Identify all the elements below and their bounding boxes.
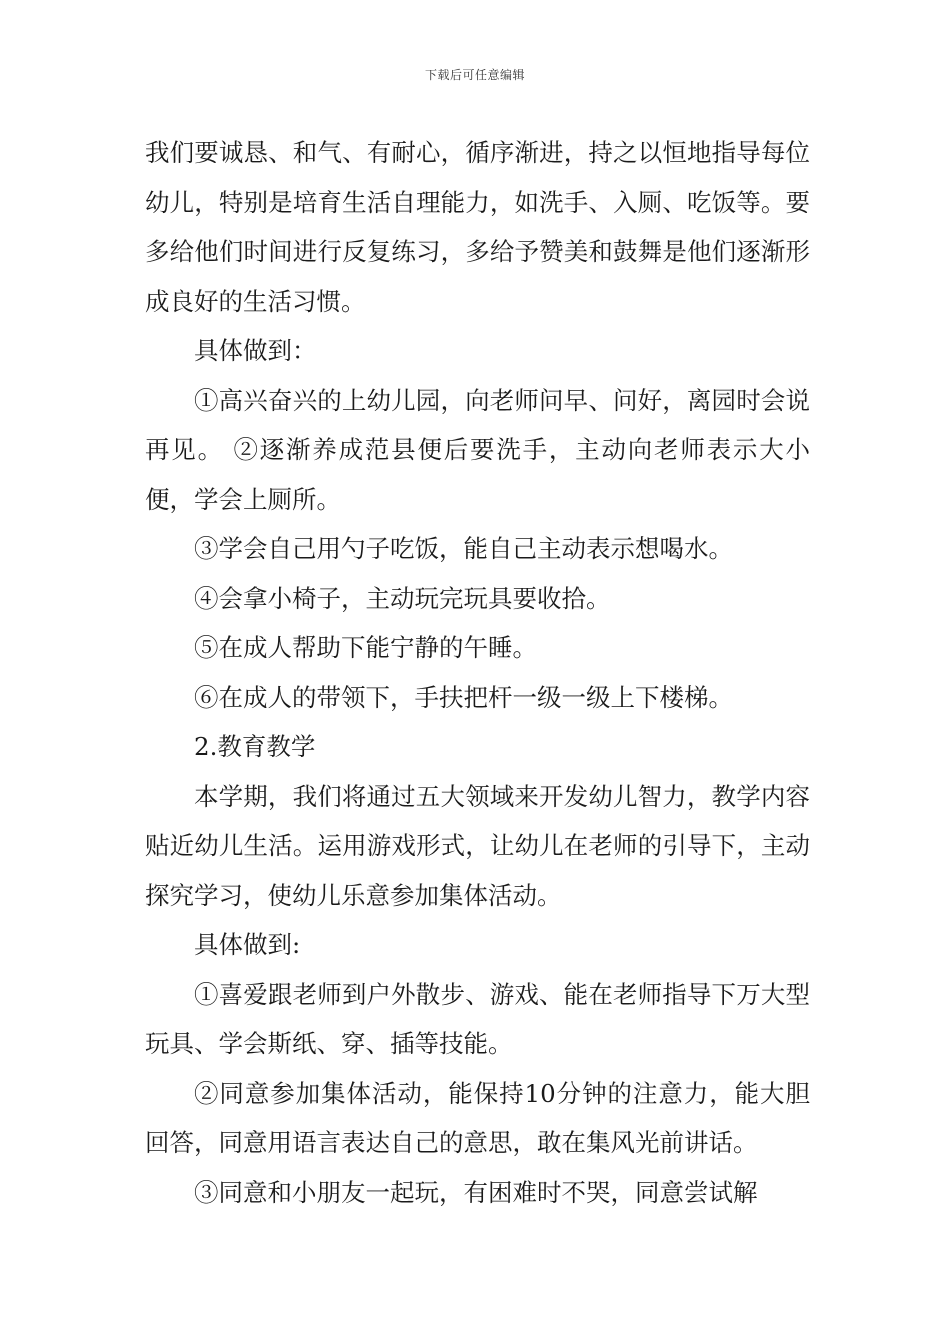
paragraph-edu-goal-1: ①喜爱跟老师到户外散步、游戏、能在老师指导下万大型玩具、学会斯纸、穿、插等技能。 [145, 979, 810, 1058]
paragraph-edu-goal-2: ②同意参加集体活动，能保持10分钟的注意力，能大胆回答，同意用语言表达自己的意思，敢在集风光前讲话。 [145, 1078, 810, 1157]
section-heading-education: 2.教育教学 [194, 732, 316, 761]
paragraph-edu-goal-3: ③同意和小朋友一起玩，有困难时不哭，同意尝试解 [194, 1177, 758, 1207]
paragraph-specific-goals-heading: 具体做到： [194, 336, 317, 365]
paragraph-goal-5: ⑤在成人帮助下能宁静的午睡。 [194, 633, 537, 662]
paragraph-specific-goals-heading-2: 具体做到: [194, 930, 301, 959]
paragraph-self-care-intro: 我们要诚恳、和气、有耐心，循序渐进，持之以恒地指导每位幼儿，特别是培育生活自理能力，如洗手、入厕、吃饭等。要多给他们时间进行反复练习，多给予赞美和鼓舞是他们逐渐形成良好的生活习惯。 [145, 138, 810, 316]
document-body [145, 128, 810, 1217]
paragraph-goal-1-2: ①高兴奋兴的上幼儿园，向老师问早、问好，离园时会说再见。 ②逐渐养成范县便后要洗手，主动向老师表示大小便，学会上厕所。 [145, 385, 810, 514]
paragraph-education-intro: 本学期，我们将通过五大领域来开发幼儿智力，教学内容贴近幼儿生活。运用游戏形式，让幼儿在老师的引导下，主动探究学习，使幼儿乐意参加集体活动。 [145, 781, 810, 910]
paragraph-goal-3: ③学会自己用勺子吃饭，能自己主动表示想喝水。 [194, 534, 733, 563]
page-header: 下载后可任意编辑 [424, 68, 525, 82]
paragraph-goal-4: ④会拿小椅子，主动玩完玩具要收拾。 [194, 583, 611, 613]
paragraph-goal-6: ⑥在成人的带领下，手扶把杆一级一级上下楼梯。 [194, 682, 733, 712]
